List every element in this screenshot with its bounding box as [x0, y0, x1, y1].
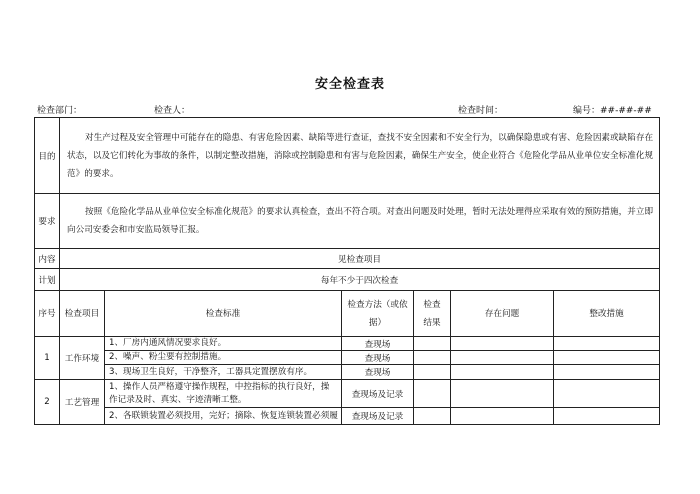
row-issues — [451, 408, 554, 425]
row-number: 2 — [35, 380, 60, 425]
row-result — [414, 351, 451, 365]
table-row — [35, 365, 660, 380]
table-row — [35, 337, 660, 351]
header-standard: 检查标准 — [105, 291, 342, 337]
row-fix — [554, 365, 660, 380]
plan-label: 计划 — [35, 269, 60, 291]
row-fix — [554, 337, 660, 351]
row-issues — [451, 337, 554, 351]
row-standard: 2、各联锁装置必须投用，完好；摘除、恢复连锁装置必须履 — [105, 408, 342, 425]
row-method: 查现场 — [342, 351, 414, 365]
header-no: 序号 — [35, 291, 60, 337]
requirement-row — [35, 194, 660, 249]
plan-row — [35, 269, 660, 291]
requirement-label: 要求 — [35, 194, 60, 249]
row-item: 工作环境 — [60, 337, 105, 380]
row-method: 查现场 — [342, 337, 414, 351]
header-fix: 整改措施 — [554, 291, 660, 337]
inspection-table — [34, 117, 660, 425]
header-result: 检查结果 — [414, 291, 451, 337]
content-row — [35, 249, 660, 269]
plan-value: 每年不少于四次检查 — [60, 269, 660, 291]
row-method: 查现场 — [342, 365, 414, 380]
row-result — [414, 380, 451, 408]
table-row — [35, 351, 660, 365]
page-title: 安全检查表 — [314, 77, 385, 92]
row-number: 1 — [35, 337, 60, 380]
content-value: 见检查项目 — [60, 249, 660, 269]
table-row — [35, 408, 660, 425]
row-standard: 3、现场卫生良好，干净整齐，工器具定置摆放有序。 — [105, 365, 342, 380]
row-fix — [554, 408, 660, 425]
header-method: 检查方法（或依据） — [342, 291, 414, 337]
header-row — [35, 291, 660, 337]
purpose-row — [35, 118, 660, 194]
row-issues — [451, 365, 554, 380]
row-fix — [554, 351, 660, 365]
row-fix — [554, 380, 660, 408]
row-issues — [451, 380, 554, 408]
header-item: 检查项目 — [60, 291, 105, 337]
row-method: 查现场及记录 — [342, 408, 414, 425]
number-label: 编号：##-##-## — [573, 106, 652, 116]
row-result — [414, 365, 451, 380]
table-row — [35, 380, 660, 408]
requirement-text: 按照《危险化学品从业单位安全标准化规范》的要求认真检查，查出不符合项。对查出问题及时处理，暂时无法处理得应采取有效的预防措施，并立即向公司安委会和市安监局领导汇报。 — [67, 207, 654, 235]
purpose-text: 对生产过程及安全管理中可能存在的隐患、有害危险因素、缺陷等进行查证，查找不安全因素和不安全行为，以确保隐患或有害、危险因素或缺陷存在状态，以及它们转化为事故的条件，以制定整改措施，消除或控制隐患和有害与危险因素，确保生产安全，使企业符合《危险化学品从业单位安全标准化规范》的要求。 — [67, 132, 654, 179]
row-result — [414, 337, 451, 351]
row-method: 查现场及记录 — [342, 380, 414, 408]
row-result — [414, 408, 451, 425]
row-standard: 2、噪声、粉尘要有控制措施。 — [105, 351, 342, 365]
row-issues — [451, 351, 554, 365]
row-item: 工艺管理 — [60, 380, 105, 425]
dept-label: 检查部门： — [37, 106, 83, 116]
row-standard: 1、操作人员严格遵守操作规程，中控指标的执行良好，操作记录及时、真实、字迹清晰工整。 — [105, 380, 342, 408]
time-label: 检查时间： — [458, 106, 504, 116]
content-label: 内容 — [35, 249, 60, 269]
row-standard: 1、厂房内通风情况要求良好。 — [105, 337, 342, 351]
header-issues: 存在问题 — [451, 291, 554, 337]
purpose-cell — [60, 118, 660, 194]
purpose-label: 目的 — [35, 118, 60, 194]
inspector-label: 检查人： — [154, 106, 191, 116]
requirement-cell — [60, 194, 660, 249]
